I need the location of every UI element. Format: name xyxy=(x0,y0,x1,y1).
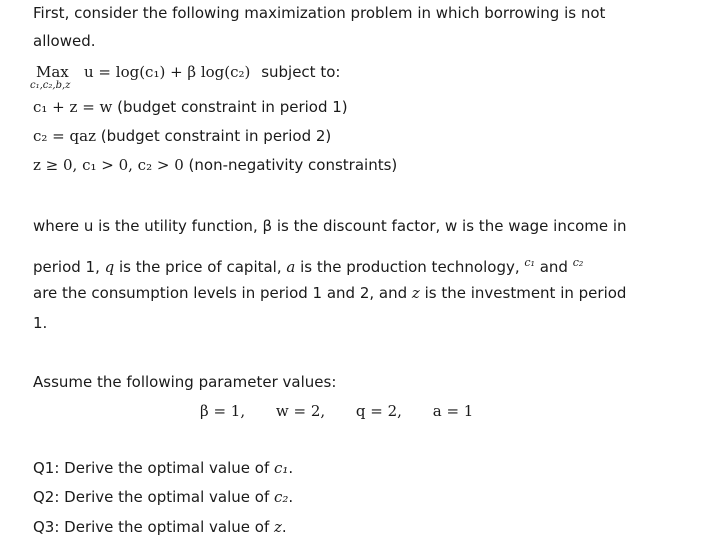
question-2: Q2: Derive the optimal value of c₂. xyxy=(33,488,294,506)
param-w: w = 2, xyxy=(275,402,326,420)
constraint-nonnegativity: z ≥ 0, c₁ > 0, c₂ > 0 (non-negativity constraints) xyxy=(33,156,398,174)
constraint-period-2: c₂ = qaz (budget constraint in period 2) xyxy=(33,127,332,145)
max-operator: Max c₁,c₂,b,z xyxy=(36,62,80,82)
params-values xyxy=(200,401,499,421)
question-1: Q1: Derive the optimal value of c₁. xyxy=(33,459,294,477)
explain-line-1: where u is the utility function, β is the discount factor, w is the wage income in xyxy=(33,217,627,235)
max-variables: c₁,c₂,b,z xyxy=(30,80,71,91)
explain-line-2: period 1, q is the price of capital, a is the production technology, $^{c_1}$ and $^{c_2}$ xyxy=(33,256,584,276)
objective-row xyxy=(30,62,341,91)
constraint-period-1: c₁ + z = w (budget constraint in period 1) xyxy=(33,98,348,116)
intro-line-1: First, consider the following maximization problem in which borrowing is not xyxy=(33,4,606,22)
question-3: Q3: Derive the optimal value of z. xyxy=(33,518,287,536)
param-a: a = 1 xyxy=(432,402,474,420)
objective-function: u = log(c₁) + β log(c₂) xyxy=(84,63,251,81)
param-q: q = 2, xyxy=(355,402,402,420)
param-beta: β = 1, xyxy=(200,402,246,420)
intro-line-2: allowed. xyxy=(33,32,96,50)
params-intro: Assume the following parameter values: xyxy=(33,373,337,391)
explain-line-4: 1. xyxy=(33,314,48,332)
subject-to-label: subject to: xyxy=(261,63,341,81)
explain-line-3: are the consumption levels in period 1 and 2, and z is the investment in period xyxy=(33,284,627,302)
